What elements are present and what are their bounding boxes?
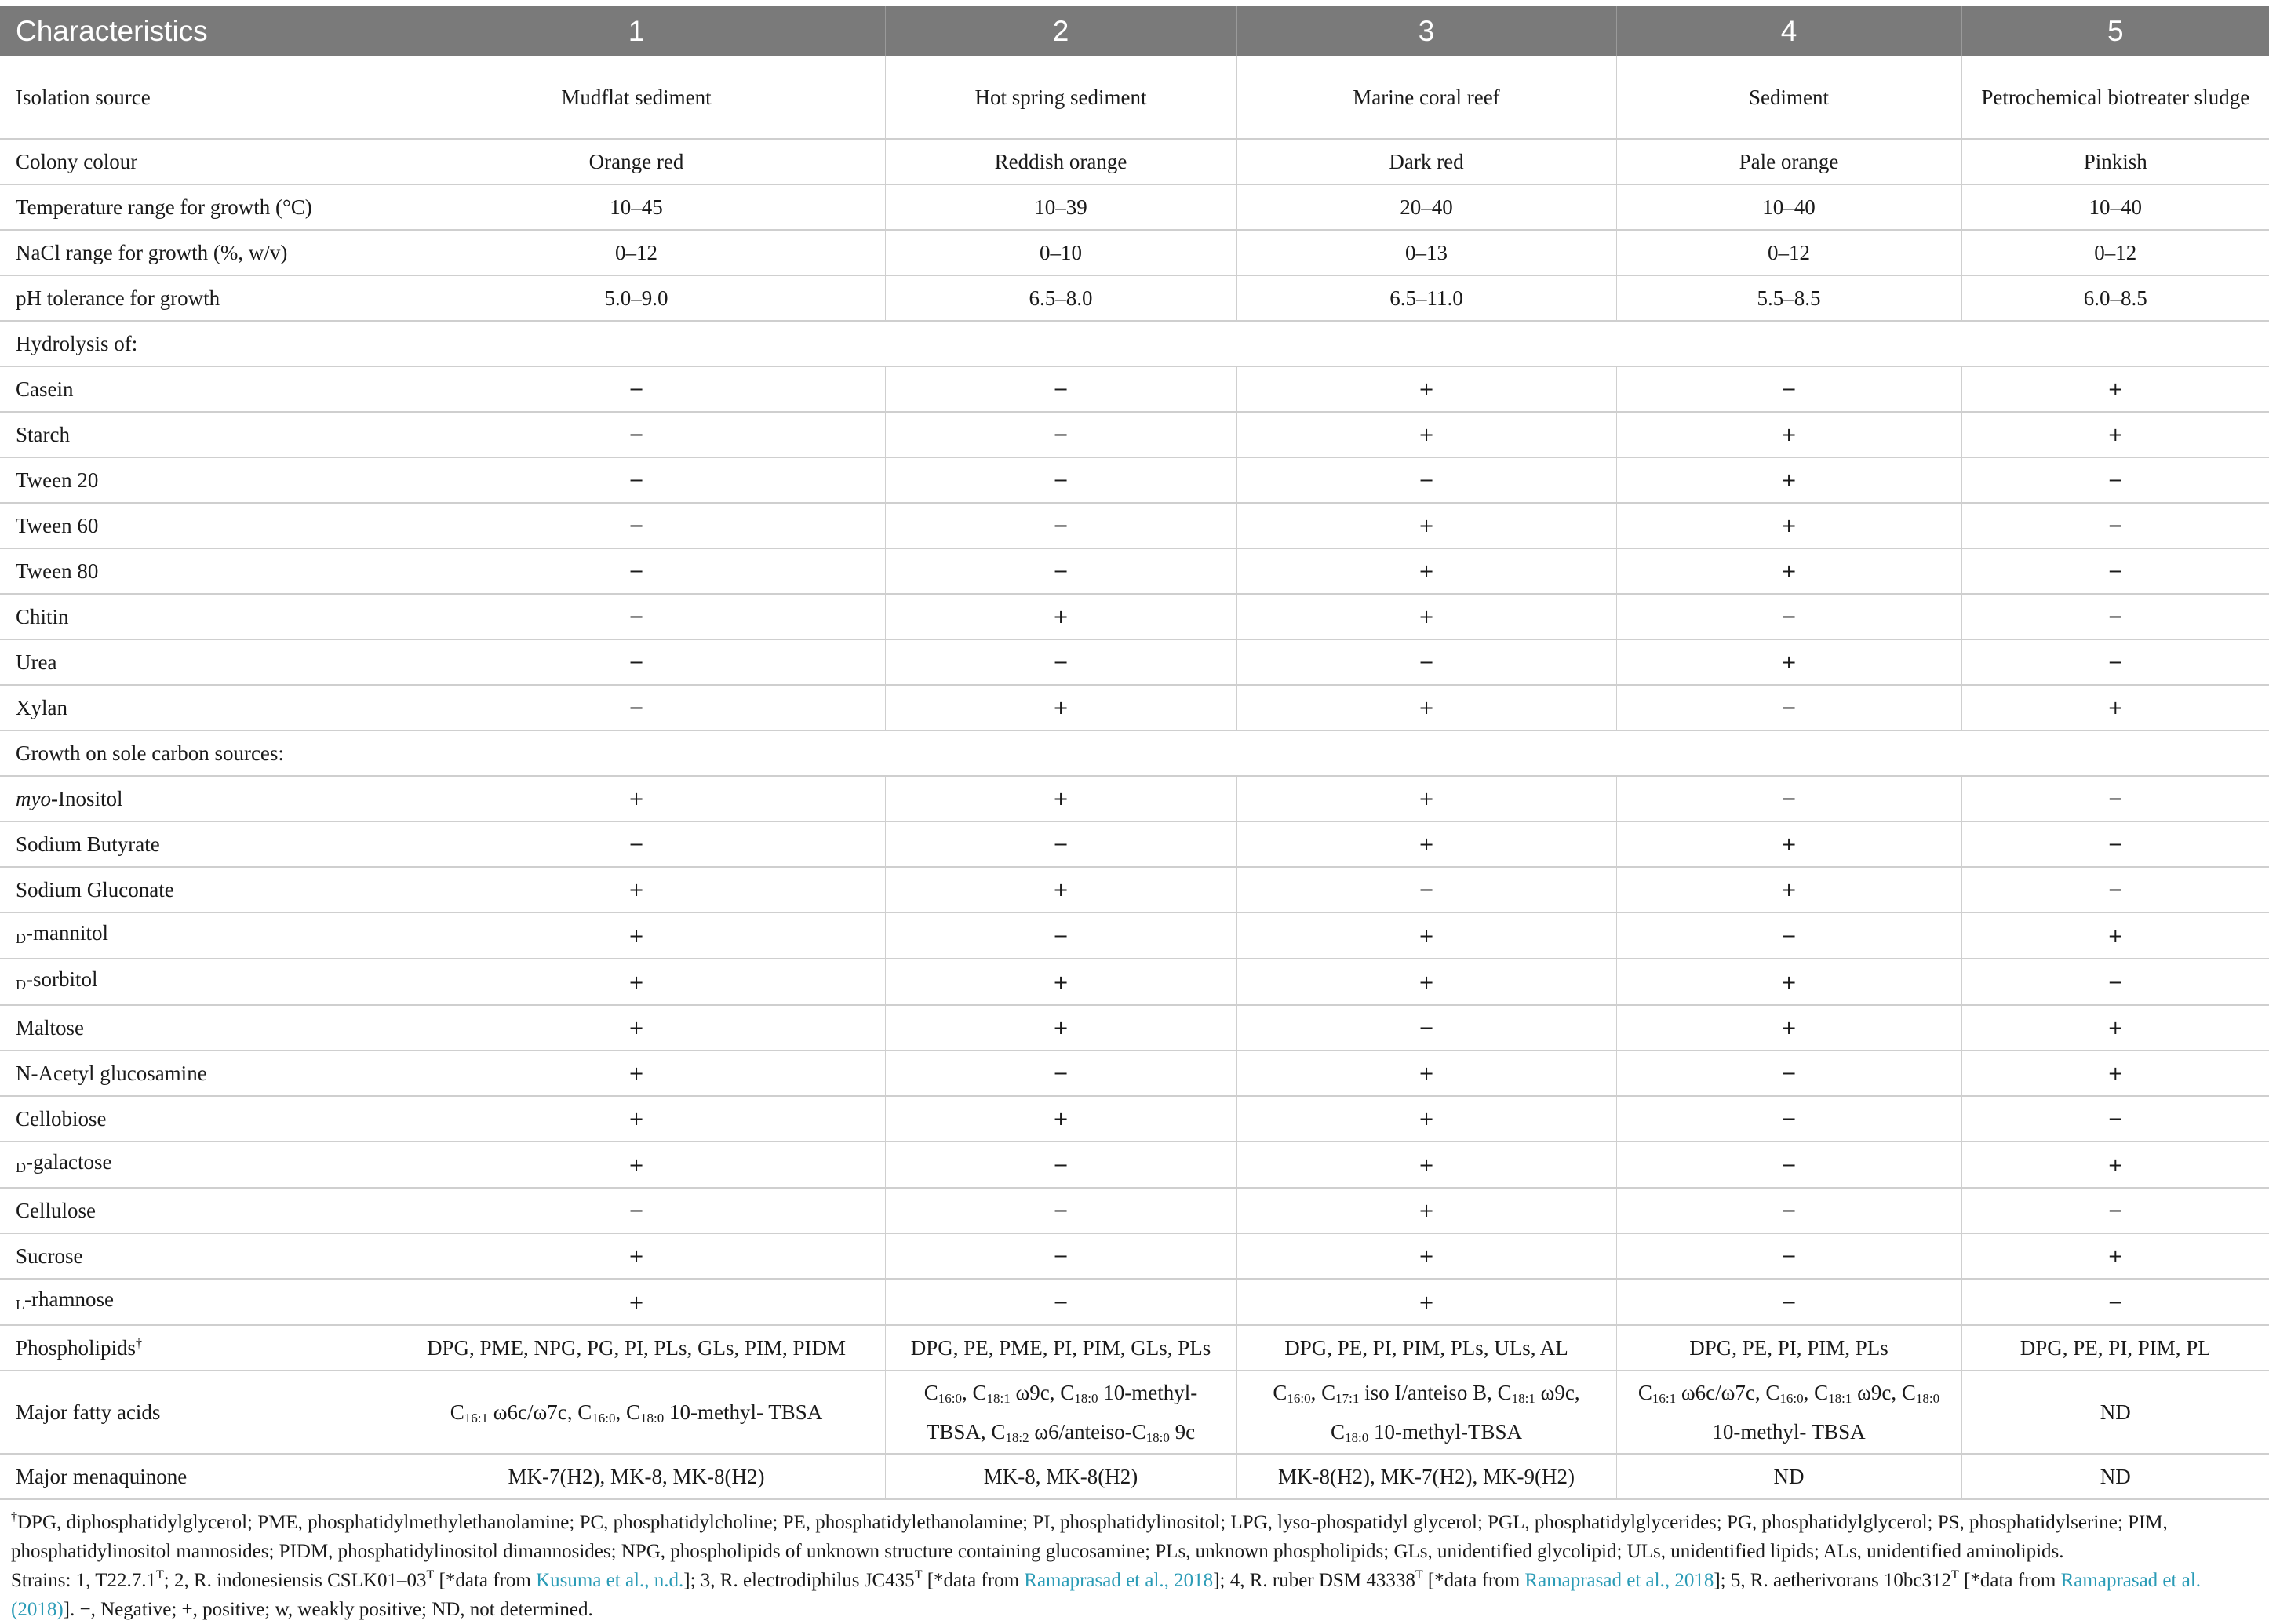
- cell-strain-3: −: [1236, 867, 1616, 912]
- row-label: myo-Inositol: [0, 776, 388, 821]
- reference-link-ramaprasad-2[interactable]: Ramaprasad et al., 2018: [1524, 1570, 1714, 1591]
- cell-strain-1: 0–12: [388, 230, 885, 275]
- row-label: D-sorbitol: [0, 959, 388, 1005]
- cell-strain-1: −: [388, 685, 885, 730]
- cell-strain-4: −: [1616, 1279, 1961, 1325]
- header-strain-5: 5: [1961, 6, 2269, 56]
- table-row-cellobiose: [0, 1096, 2269, 1142]
- cell-strain-3: +: [1236, 1279, 1616, 1325]
- cell-strain-5: −: [1961, 503, 2269, 548]
- row-label: Cellulose: [0, 1188, 388, 1233]
- cell-strain-1: 5.0–9.0: [388, 275, 885, 321]
- cell-strain-4: −: [1616, 912, 1961, 959]
- row-label: Tween 20: [0, 457, 388, 503]
- cell-strain-4: Sediment: [1616, 56, 1961, 139]
- document: [0, 6, 2269, 1624]
- cell-strain-4: −: [1616, 1051, 1961, 1096]
- cell-strain-4: −: [1616, 366, 1961, 412]
- cell-strain-4: +: [1616, 412, 1961, 457]
- table-row-casein: [0, 366, 2269, 412]
- cell-strain-4: +: [1616, 1005, 1961, 1051]
- cell-strain-4: $C_{16:1}$ ω6c/ω7c, $C_{16:0}$, $C_{18:1}$ ω9c, $C_{18:0}$ 10-methyl- TBSA: [1616, 1371, 1961, 1454]
- cell-strain-5: −: [1961, 1188, 2269, 1233]
- row-label: Casein: [0, 366, 388, 412]
- cell-strain-4: −: [1616, 1233, 1961, 1279]
- header-strain-3: 3: [1236, 6, 1616, 56]
- cell-strain-1: +: [388, 1051, 885, 1096]
- cell-strain-5: 6.0–8.5: [1961, 275, 2269, 321]
- cell-strain-5: DPG, PE, PI, PIM, PL: [1961, 1325, 2269, 1371]
- cell-strain-5: +: [1961, 912, 2269, 959]
- cell-strain-5: +: [1961, 1142, 2269, 1188]
- table-row-isolation-source: [0, 56, 2269, 139]
- row-label: L-rhamnose: [0, 1279, 388, 1325]
- cell-strain-3: +: [1236, 685, 1616, 730]
- row-label: Starch: [0, 412, 388, 457]
- table-row-nacl-range-for-growth-w-v: [0, 230, 2269, 275]
- cell-strain-2: −: [885, 366, 1236, 412]
- cell-strain-4: +: [1616, 503, 1961, 548]
- cell-strain-1: +: [388, 912, 885, 959]
- table-row-l-rhamnose: [0, 1279, 2269, 1325]
- cell-strain-1: +: [388, 1005, 885, 1051]
- cell-strain-4: +: [1616, 639, 1961, 685]
- cell-strain-1: +: [388, 1096, 885, 1142]
- cell-strain-3: −: [1236, 639, 1616, 685]
- cell-strain-1: $C_{16:1}$ ω6c/ω7c, $C_{16:0}$, $C_{18:0}$ 10-methyl- TBSA: [388, 1371, 885, 1454]
- cell-strain-2: −: [885, 821, 1236, 867]
- row-label: Xylan: [0, 685, 388, 730]
- section-label: Hydrolysis of:: [0, 321, 2269, 366]
- row-label: Major menaquinone: [0, 1454, 388, 1499]
- table-row-tween-20: [0, 457, 2269, 503]
- table-row-d-galactose: [0, 1142, 2269, 1188]
- cell-strain-3: $C_{16:0}$, $C_{17:1}$ iso I/anteiso B, $C_{18:1}$ ω9c, $C_{18:0}$ 10-methyl-TBSA: [1236, 1371, 1616, 1454]
- cell-strain-4: 0–12: [1616, 230, 1961, 275]
- cell-strain-4: +: [1616, 548, 1961, 594]
- cell-strain-5: ND: [1961, 1371, 2269, 1454]
- cell-strain-5: −: [1961, 639, 2269, 685]
- table-footnote: [0, 1500, 2269, 1624]
- reference-link-ramaprasad-1[interactable]: Ramaprasad et al., 2018: [1024, 1570, 1214, 1591]
- cell-strain-1: −: [388, 412, 885, 457]
- cell-strain-2: −: [885, 1051, 1236, 1096]
- table-row-d-sorbitol: [0, 959, 2269, 1005]
- cell-strain-3: +: [1236, 594, 1616, 639]
- cell-strain-3: +: [1236, 1096, 1616, 1142]
- reference-link-ramaprasad-3[interactable]: Ramaprasad et al. (2018): [11, 1570, 2202, 1620]
- cell-strain-2: −: [885, 639, 1236, 685]
- cell-strain-5: −: [1961, 457, 2269, 503]
- cell-strain-1: +: [388, 867, 885, 912]
- footnote-strains-text-2: ]; 3, R. electrodiphilus $JC435^T$ [*data from: [683, 1568, 1025, 1591]
- row-label: Colony colour: [0, 139, 388, 184]
- cell-strain-5: −: [1961, 867, 2269, 912]
- row-label: NaCl range for growth (%, w/v): [0, 230, 388, 275]
- cell-strain-2: $C_{16:0}$, $C_{18:1}$ ω9c, $C_{18:0}$ 10-methyl-TBSA, $C_{18:2}$ $\omega 6/anteiso-C_{18:0}$ 9c: [885, 1371, 1236, 1454]
- table-row-xylan: [0, 685, 2269, 730]
- cell-strain-3: 0–13: [1236, 230, 1616, 275]
- cell-strain-4: +: [1616, 457, 1961, 503]
- footnote-strains-text-4: ]; 5, R. aetherivorans $10bc312^T$ [*data from: [1714, 1568, 2061, 1591]
- cell-strain-3: −: [1236, 1005, 1616, 1051]
- cell-strain-3: +: [1236, 503, 1616, 548]
- cell-strain-4: DPG, PE, PI, PIM, PLs: [1616, 1325, 1961, 1371]
- cell-strain-1: 10–45: [388, 184, 885, 230]
- row-label: Phospholipids†: [0, 1325, 388, 1371]
- row-label: Temperature range for growth (°C): [0, 184, 388, 230]
- cell-strain-5: −: [1961, 821, 2269, 867]
- cell-strain-1: +: [388, 1279, 885, 1325]
- cell-strain-1: Mudflat sediment: [388, 56, 885, 139]
- row-label: D-galactose: [0, 1142, 388, 1188]
- header-characteristics: Characteristics: [0, 6, 388, 56]
- row-label: Tween 60: [0, 503, 388, 548]
- row-label: N-Acetyl glucosamine: [0, 1051, 388, 1096]
- cell-strain-1: +: [388, 959, 885, 1005]
- cell-strain-4: +: [1616, 821, 1961, 867]
- table-row-tween-60: [0, 503, 2269, 548]
- cell-strain-2: Reddish orange: [885, 139, 1236, 184]
- cell-strain-1: −: [388, 594, 885, 639]
- cell-strain-1: −: [388, 639, 885, 685]
- cell-strain-5: +: [1961, 1005, 2269, 1051]
- cell-strain-1: −: [388, 366, 885, 412]
- cell-strain-5: −: [1961, 1279, 2269, 1325]
- section-label: Growth on sole carbon sources:: [0, 730, 2269, 776]
- cell-strain-4: −: [1616, 685, 1961, 730]
- cell-strain-5: Petrochemical biotreater sludge: [1961, 56, 2269, 139]
- row-label: Isolation source: [0, 56, 388, 139]
- table-row-major-menaquinone: [0, 1454, 2269, 1499]
- cell-strain-3: Marine coral reef: [1236, 56, 1616, 139]
- cell-strain-1: −: [388, 1188, 885, 1233]
- row-label: Sodium Gluconate: [0, 867, 388, 912]
- cell-strain-2: +: [885, 776, 1236, 821]
- cell-strain-4: −: [1616, 1096, 1961, 1142]
- cell-strain-5: −: [1961, 548, 2269, 594]
- cell-strain-3: +: [1236, 548, 1616, 594]
- reference-link-kusuma[interactable]: Kusuma et al., n.d.: [536, 1570, 684, 1591]
- cell-strain-2: 0–10: [885, 230, 1236, 275]
- cell-strain-2: −: [885, 1188, 1236, 1233]
- cell-strain-2: 10–39: [885, 184, 1236, 230]
- row-label: pH tolerance for growth: [0, 275, 388, 321]
- table-row-urea: [0, 639, 2269, 685]
- cell-strain-1: MK-7(H2), MK-8, MK-8(H2): [388, 1454, 885, 1499]
- cell-strain-4: 10–40: [1616, 184, 1961, 230]
- cell-strain-3: +: [1236, 1142, 1616, 1188]
- cell-strain-1: −: [388, 457, 885, 503]
- row-label: D-mannitol: [0, 912, 388, 959]
- cell-strain-4: −: [1616, 776, 1961, 821]
- cell-strain-5: 0–12: [1961, 230, 2269, 275]
- cell-strain-3: +: [1236, 821, 1616, 867]
- cell-strain-2: −: [885, 457, 1236, 503]
- table-row-d-mannitol: [0, 912, 2269, 959]
- cell-strain-3: MK-8(H2), MK-7(H2), MK-9(H2): [1236, 1454, 1616, 1499]
- footnote-strains-text-5: ]. −, Negative; +, positive; w, weakly positive; ND, not determined.: [63, 1599, 593, 1620]
- cell-strain-2: +: [885, 867, 1236, 912]
- cell-strain-3: 20–40: [1236, 184, 1616, 230]
- cell-strain-2: +: [885, 594, 1236, 639]
- cell-strain-2: Hot spring sediment: [885, 56, 1236, 139]
- cell-strain-5: −: [1961, 776, 2269, 821]
- table-row-tween-80: [0, 548, 2269, 594]
- cell-strain-4: −: [1616, 594, 1961, 639]
- cell-strain-5: +: [1961, 412, 2269, 457]
- row-label: Chitin: [0, 594, 388, 639]
- row-label: Tween 80: [0, 548, 388, 594]
- table-row-sucrose: [0, 1233, 2269, 1279]
- cell-strain-2: +: [885, 1096, 1236, 1142]
- characteristics-table: [0, 6, 2269, 1500]
- cell-strain-5: ND: [1961, 1454, 2269, 1499]
- row-label: Urea: [0, 639, 388, 685]
- cell-strain-4: −: [1616, 1142, 1961, 1188]
- cell-strain-1: Orange red: [388, 139, 885, 184]
- row-label: Major fatty acids: [0, 1371, 388, 1454]
- cell-strain-4: 5.5–8.5: [1616, 275, 1961, 321]
- row-label: Cellobiose: [0, 1096, 388, 1142]
- header-strain-4: 4: [1616, 6, 1961, 56]
- cell-strain-2: −: [885, 1233, 1236, 1279]
- cell-strain-3: +: [1236, 1188, 1616, 1233]
- row-label: Sucrose: [0, 1233, 388, 1279]
- cell-strain-2: 6.5–8.0: [885, 275, 1236, 321]
- cell-strain-3: +: [1236, 1233, 1616, 1279]
- cell-strain-2: +: [885, 959, 1236, 1005]
- cell-strain-2: −: [885, 1142, 1236, 1188]
- footnote-abbreviations: †DPG, diphosphatidylglycerol; PME, phosphatidylmethylethanolamine; PC, phosphatidylcholine; PE, phosphatidylethanolamine; PI, phosphatidylinositol; LPG, lyso-phospatidyl glycerol; PGL, phosphatidylglycerides; PG, phosphatidylglycerol; PS, phosphatidylserine; PIM, phosphatidylinositol mannosides; PIDM, phosphatidylinositol dimannosides; NPG, phospholipids of unknown structure containing glucosamine; PLs, unknown phospholipids; GLs, unidentified glycolipid; ULs, unidentified lipids; ALs, unidentified aminolipids.: [11, 1510, 2168, 1562]
- cell-strain-5: +: [1961, 685, 2269, 730]
- cell-strain-5: +: [1961, 1233, 2269, 1279]
- table-row-colony-colour: [0, 139, 2269, 184]
- cell-strain-2: −: [885, 1279, 1236, 1325]
- cell-strain-5: Pinkish: [1961, 139, 2269, 184]
- section-row: [0, 321, 2269, 366]
- cell-strain-4: +: [1616, 867, 1961, 912]
- table-row-cellulose: [0, 1188, 2269, 1233]
- cell-strain-4: ND: [1616, 1454, 1961, 1499]
- footnote-strains: [11, 1566, 2258, 1624]
- header-strain-1: 1: [388, 6, 885, 56]
- cell-strain-2: DPG, PE, PME, PI, PIM, GLs, PLs: [885, 1325, 1236, 1371]
- cell-strain-2: −: [885, 912, 1236, 959]
- table-row-ph-tolerance-for-growth: [0, 275, 2269, 321]
- cell-strain-2: −: [885, 548, 1236, 594]
- cell-strain-4: −: [1616, 1188, 1961, 1233]
- cell-strain-4: +: [1616, 959, 1961, 1005]
- header-strain-2: 2: [885, 6, 1236, 56]
- cell-strain-3: +: [1236, 776, 1616, 821]
- table-body: [0, 56, 2269, 1499]
- table-row-maltose: [0, 1005, 2269, 1051]
- cell-strain-3: +: [1236, 412, 1616, 457]
- cell-strain-2: MK-8, MK-8(H2): [885, 1454, 1236, 1499]
- cell-strain-1: DPG, PME, NPG, PG, PI, PLs, GLs, PIM, PIDM: [388, 1325, 885, 1371]
- cell-strain-1: +: [388, 1233, 885, 1279]
- cell-strain-5: +: [1961, 366, 2269, 412]
- table-row-chitin: [0, 594, 2269, 639]
- table-row-sodium-gluconate: [0, 867, 2269, 912]
- row-label: Sodium Butyrate: [0, 821, 388, 867]
- cell-strain-5: −: [1961, 1096, 2269, 1142]
- cell-strain-3: Dark red: [1236, 139, 1616, 184]
- cell-strain-1: +: [388, 776, 885, 821]
- cell-strain-2: −: [885, 412, 1236, 457]
- cell-strain-2: +: [885, 685, 1236, 730]
- cell-strain-5: 10–40: [1961, 184, 2269, 230]
- footnote-strains-text-1: Strains: 1, $T22.7.1^T$; 2, R. indonesiensis $CSLK01-03^T$ [*data from: [11, 1568, 537, 1591]
- cell-strain-5: −: [1961, 959, 2269, 1005]
- cell-strain-5: +: [1961, 1051, 2269, 1096]
- cell-strain-1: +: [388, 1142, 885, 1188]
- cell-strain-3: +: [1236, 912, 1616, 959]
- table-row-starch: [0, 412, 2269, 457]
- footnote-strains-text-3: ]; 4, R. ruber DSM $43338^T$ [*data from: [1213, 1568, 1525, 1591]
- cell-strain-3: −: [1236, 457, 1616, 503]
- cell-strain-2: −: [885, 503, 1236, 548]
- table-row-phospholipids: [0, 1325, 2269, 1371]
- row-label: Maltose: [0, 1005, 388, 1051]
- table-row-myo-inositol: [0, 776, 2269, 821]
- cell-strain-3: +: [1236, 366, 1616, 412]
- cell-strain-1: −: [388, 548, 885, 594]
- cell-strain-3: +: [1236, 1051, 1616, 1096]
- cell-strain-4: Pale orange: [1616, 139, 1961, 184]
- cell-strain-1: −: [388, 503, 885, 548]
- header-row: [0, 6, 2269, 56]
- table-row-temperature-range-for-growth-c: [0, 184, 2269, 230]
- table-row-n-acetyl-glucosamine: [0, 1051, 2269, 1096]
- table-row-major-fatty-acids: [0, 1371, 2269, 1454]
- cell-strain-1: −: [388, 821, 885, 867]
- cell-strain-3: 6.5–11.0: [1236, 275, 1616, 321]
- cell-strain-3: DPG, PE, PI, PIM, PLs, ULs, AL: [1236, 1325, 1616, 1371]
- table-row-sodium-butyrate: [0, 821, 2269, 867]
- cell-strain-5: −: [1961, 594, 2269, 639]
- cell-strain-3: +: [1236, 959, 1616, 1005]
- cell-strain-2: +: [885, 1005, 1236, 1051]
- section-row: [0, 730, 2269, 776]
